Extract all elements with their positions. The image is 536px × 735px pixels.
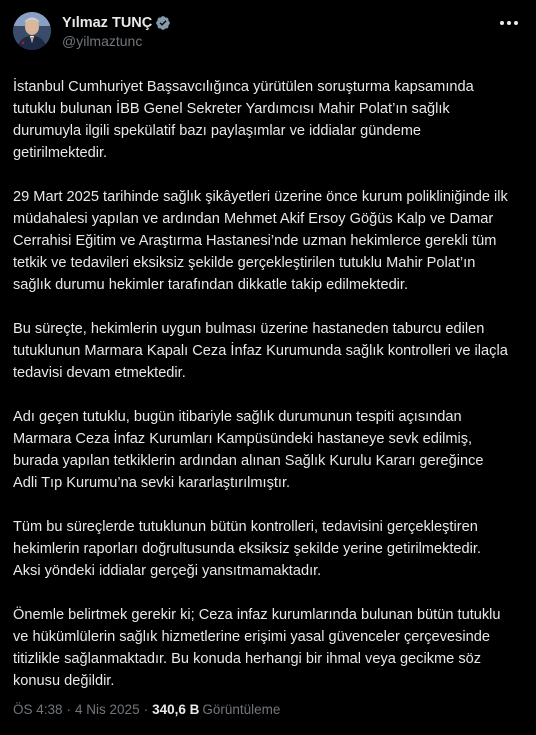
tweet-paragraph-2: 29 Mart 2025 tarihinde sağlık şikâyetleri üzerine önce kurum polikliniğinde ilk müdahalesi yapılan ve ardından Mehmet Akif Ersoy Göğüs Kalp ve Damar Cerrahisi Eğitim ve Araştırma Hastanesi’nde uzman hekimlerce gerekli tüm tetkik ve tedavileri eksiksiz şekilde gerçekleştirilen tutuklu Mahir Polat’ın sağlık durumu hekimler tarafından dikkatle takip edilmektedir. — [13, 189, 508, 293]
more-horizontal-icon — [499, 20, 519, 26]
tweet-paragraph-3: Bu süreçte, hekimlerin uygun bulması üzerine hastaneden taburcu edilen tutuklunun Marmara Kapalı Ceza İnfaz Kurumunda sağlık kontrolleri ve ilaçla tedavisi devam etmektedir. — [13, 321, 508, 381]
tweet-meta — [13, 702, 280, 717]
author-handle[interactable]: @yilmaztunc — [62, 33, 143, 49]
verified-badge-icon — [155, 15, 171, 31]
tweet-paragraph-6: Önemle belirtmek gerekir ki; Ceza infaz kurumlarında bulunan bütün tutuklu ve hükümlülerin sağlık hizmetlerine erişimi yasal güvenceler çerçevesinde titizlikle sağlanmaktadır. Bu konuda herhangi bir ihmal veya gecikme söz konusu değildir. — [13, 607, 501, 689]
more-options-button[interactable] — [498, 14, 520, 32]
tweet-text — [13, 76, 523, 692]
name-row — [62, 14, 171, 32]
author-identity — [62, 12, 171, 49]
tweet-paragraph-1: İstanbul Cumhuriyet Başsavcılığınca yürütülen soruşturma kapsamında tutuklu bulunan İBB Genel Sekreter Yardımcısı Mahir Polat’ın sağlık durumuyla ilgili spekülatif bazı paylaşımlar ve iddialar gündeme getirilmektedir. — [13, 79, 474, 161]
views-count: 340,6 B — [152, 702, 200, 717]
meta-separator: · — [66, 702, 72, 717]
tweet-paragraph-4: Adı geçen tutuklu, bugün itibariyle sağlık durumunun tespiti açısından Marmara Ceza İnfaz Kurumları Kampüsündeki hastaneye sevk edilmiş, burada yapılan tetkiklerin ardından alınan Sağlık Kurulu Kararı gereğince Adli Tıp Kurumu’na sevki kararlaştırılmıştır. — [13, 409, 484, 491]
post-date[interactable]: 4 Nis 2025 — [75, 702, 140, 717]
author-display-name[interactable]: Yılmaz TUNÇ — [62, 15, 153, 31]
avatar[interactable] — [13, 12, 51, 50]
meta-separator-2: · — [143, 702, 149, 717]
tweet-paragraph-5: Tüm bu süreçlerde tutuklunun bütün kontrolleri, tedavisini gerçekleştiren hekimlerin raporları doğrultusunda eksiksiz şekilde yerine getirilmektedir. Aksi yöndeki iddialar gerçeği yansıtmamaktadır. — [13, 519, 482, 579]
views-label: Görüntüleme — [202, 702, 281, 717]
tweet-header — [13, 12, 523, 52]
avatar-image — [13, 12, 51, 50]
post-time[interactable]: ÖS 4:38 — [13, 702, 63, 717]
